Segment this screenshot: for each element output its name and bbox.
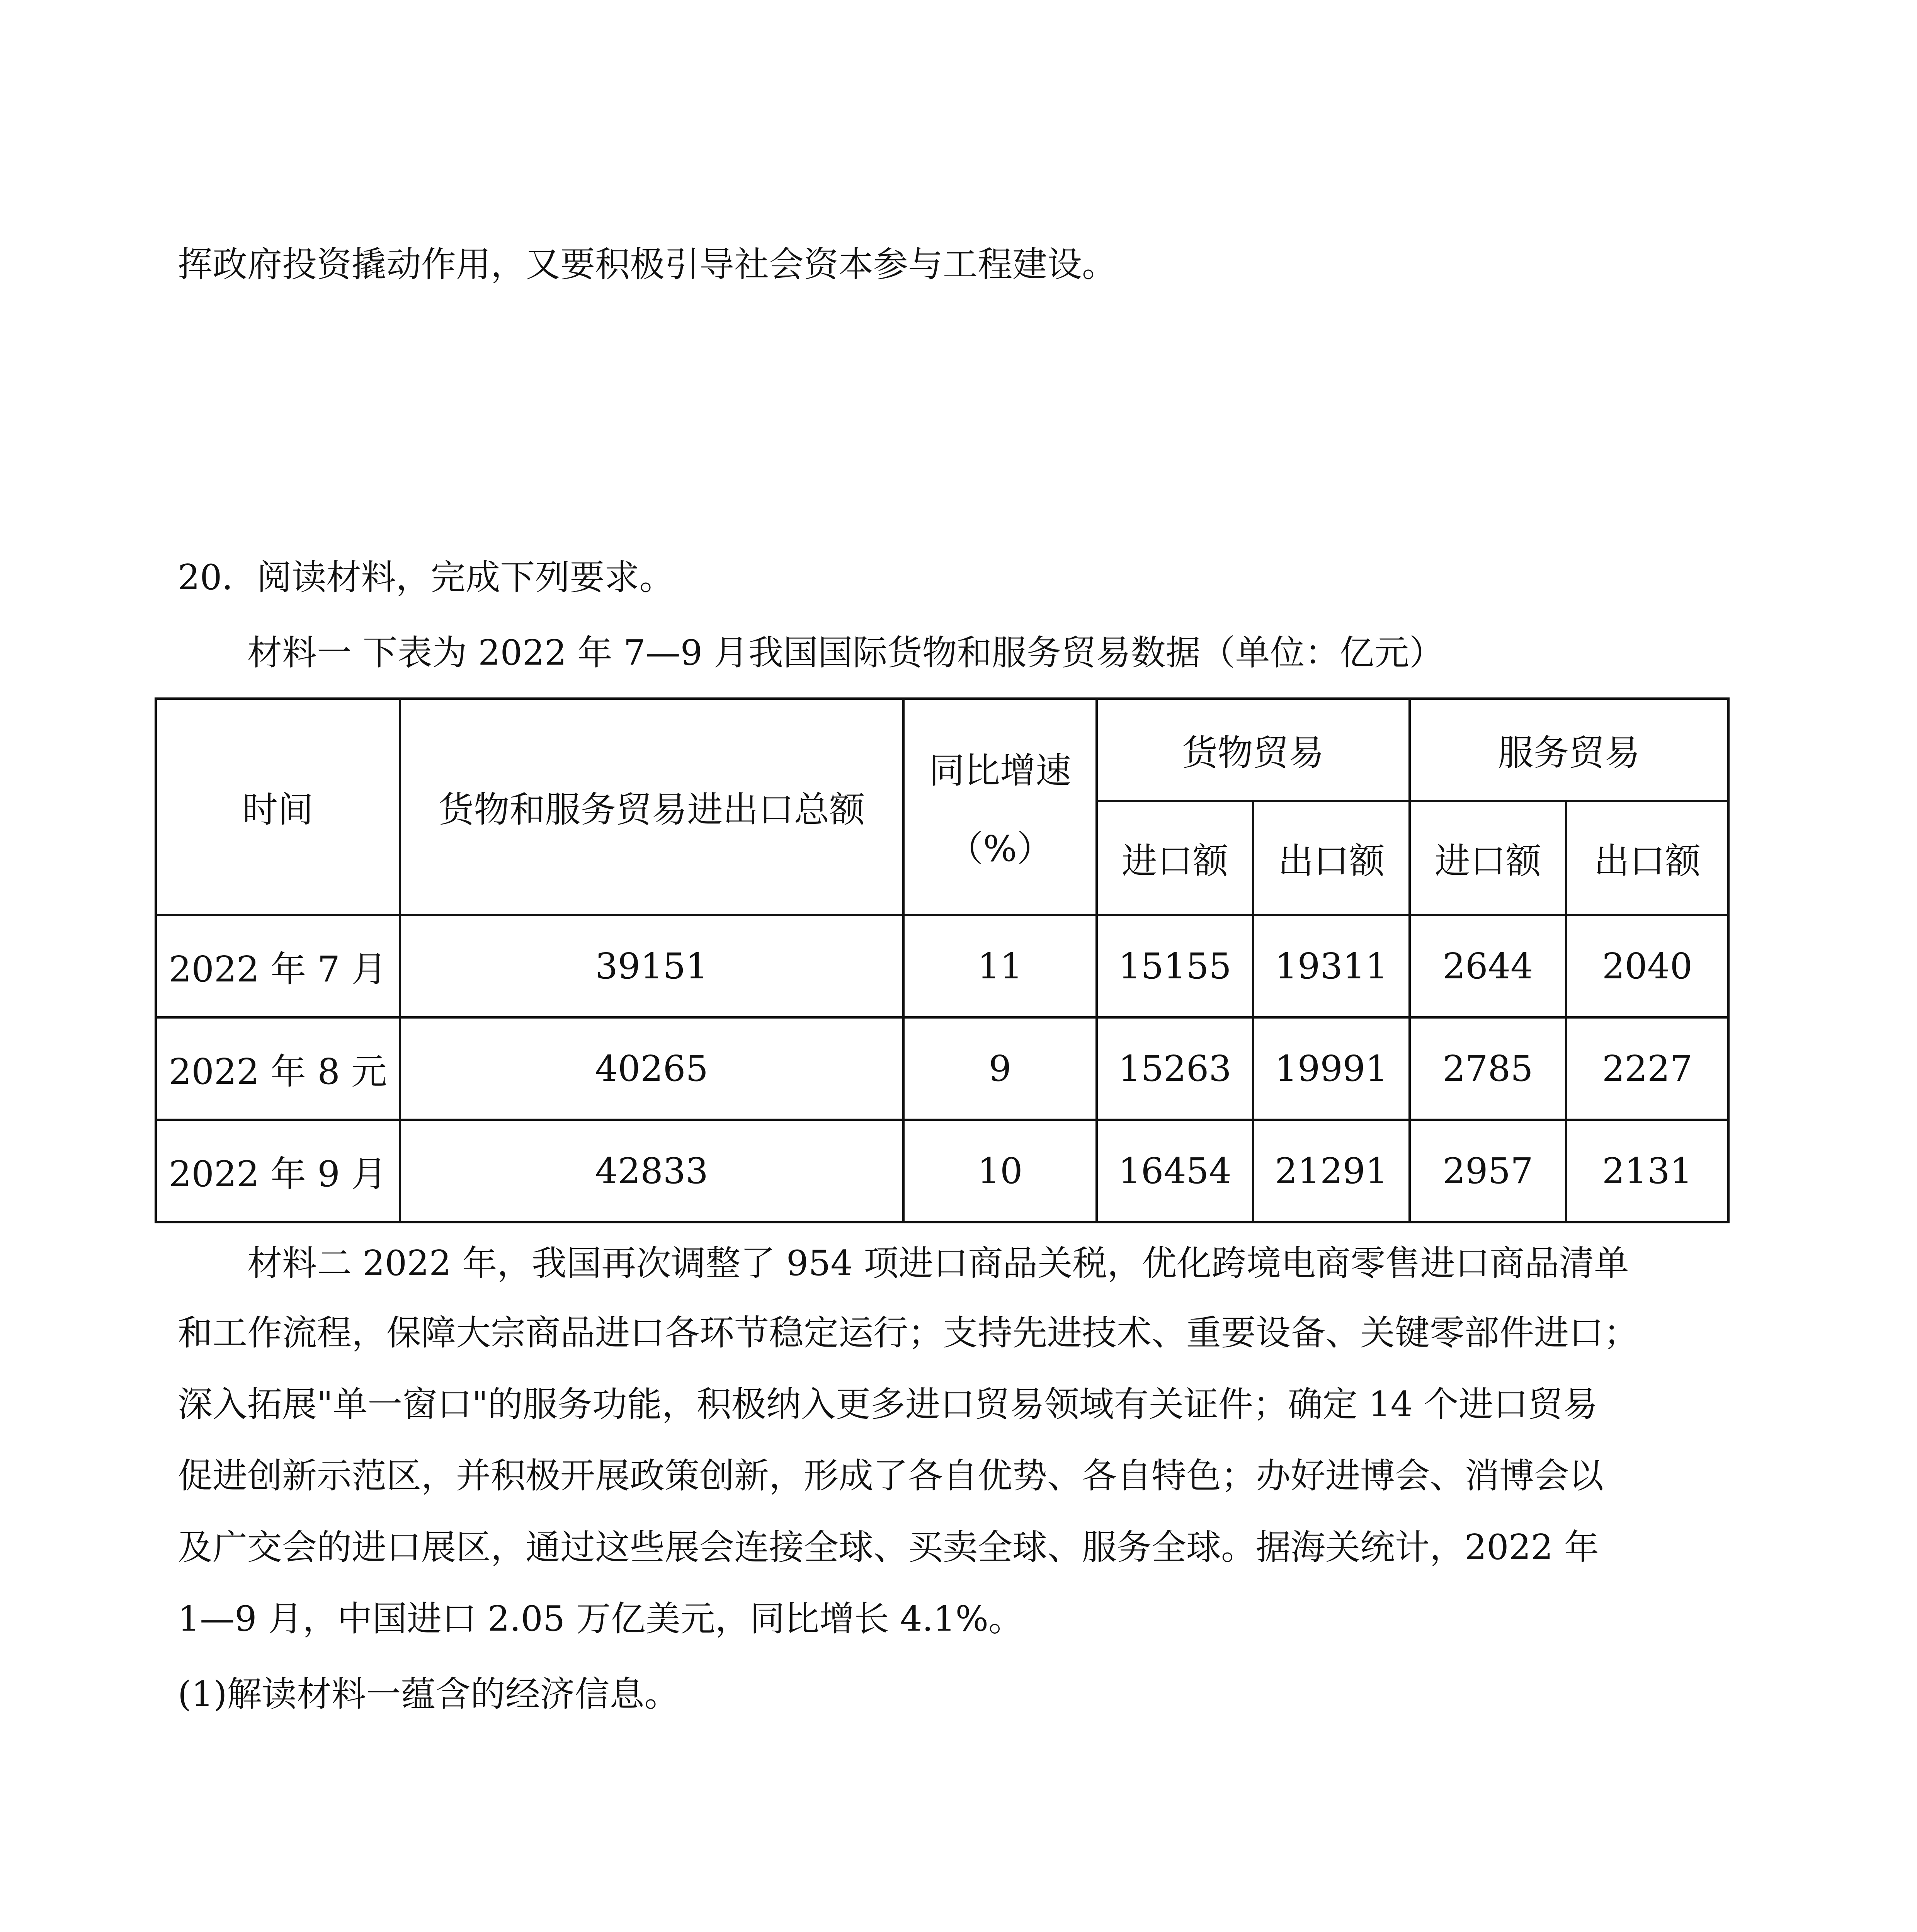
material2-line-5: 及广交会的进口展区，通过这些展会连接全球、买卖全球、服务全球。据海关统计，2022 年 <box>178 1527 1599 1568</box>
header-services-export: 出口额 <box>1566 801 1728 915</box>
header-goods-import: 进口额 <box>1097 801 1253 915</box>
cell-time: 2022 年 8 元 <box>156 1017 400 1120</box>
cell-growth: 9 <box>903 1017 1097 1120</box>
cell-time: 2022 年 7 月 <box>156 915 400 1017</box>
cell-services-export: 2040 <box>1566 915 1728 1017</box>
trade-data-table <box>155 697 1730 1223</box>
cell-goods-import: 15155 <box>1097 915 1253 1017</box>
material2-line-4: 促进创新示范区，并积极开展政策创新，形成了各自优势、各自特色；办好进博会、消博会以 <box>178 1456 1604 1496</box>
header-total: 货物和服务贸易进出口总额 <box>400 699 903 915</box>
cell-services-import: 2957 <box>1410 1120 1566 1222</box>
cell-goods-import: 16454 <box>1097 1120 1253 1222</box>
question-heading: 20．阅读材料，完成下列要求。 <box>178 557 674 598</box>
header-services-import: 进口额 <box>1410 801 1566 915</box>
header-growth-line2: （%） <box>947 828 1053 869</box>
material2-line-6: 1—9 月，中国进口 2.05 万亿美元，同比增长 4.1%。 <box>178 1599 1023 1639</box>
table-row <box>156 1017 1728 1120</box>
cell-total: 42833 <box>400 1120 903 1222</box>
table-row <box>156 915 1728 1017</box>
header-goods: 货物贸易 <box>1097 699 1410 801</box>
cell-services-import: 2644 <box>1410 915 1566 1017</box>
header-growth-line1: 同比增速 <box>929 750 1071 791</box>
cell-services-export: 2227 <box>1566 1017 1728 1120</box>
material2-line-1: 材料二 2022 年，我国再次调整了 954 项进口商品关税，优化跨境电商零售进口商品清单 <box>247 1243 1629 1284</box>
cell-goods-import: 15263 <box>1097 1017 1253 1120</box>
cell-goods-export: 21291 <box>1253 1120 1410 1222</box>
cell-growth: 10 <box>903 1120 1097 1222</box>
cell-total: 39151 <box>400 915 903 1017</box>
cell-total: 40265 <box>400 1017 903 1120</box>
header-time: 时间 <box>156 699 400 915</box>
table-row <box>156 1120 1728 1222</box>
material1-caption: 材料一 下表为 2022 年 7—9 月我国国际货物和服务贸易数据（单位：亿元） <box>247 633 1444 673</box>
cell-time: 2022 年 9 月 <box>156 1120 400 1222</box>
header-goods-export: 出口额 <box>1253 801 1410 915</box>
cell-growth: 11 <box>903 915 1097 1017</box>
sub-question-1: (1)解读材料一蕴含的经济信息。 <box>178 1674 679 1714</box>
cell-services-import: 2785 <box>1410 1017 1566 1120</box>
cell-goods-export: 19991 <box>1253 1017 1410 1120</box>
material2-line-3: 深入拓展"单一窗口"的服务功能，积极纳入更多进口贸易领域有关证件；确定 14 个进口贸易 <box>178 1384 1598 1425</box>
continuation-text: 挥政府投资撬动作用，又要积极引导社会资本参与工程建设。 <box>178 244 1117 285</box>
header-services: 服务贸易 <box>1410 699 1728 801</box>
material2-line-2: 和工作流程，保障大宗商品进口各环节稳定运行；支持先进技术、重要设备、关键零部件进口； <box>178 1313 1638 1353</box>
cell-goods-export: 19311 <box>1253 915 1410 1017</box>
header-growth <box>903 699 1097 915</box>
cell-services-export: 2131 <box>1566 1120 1728 1222</box>
